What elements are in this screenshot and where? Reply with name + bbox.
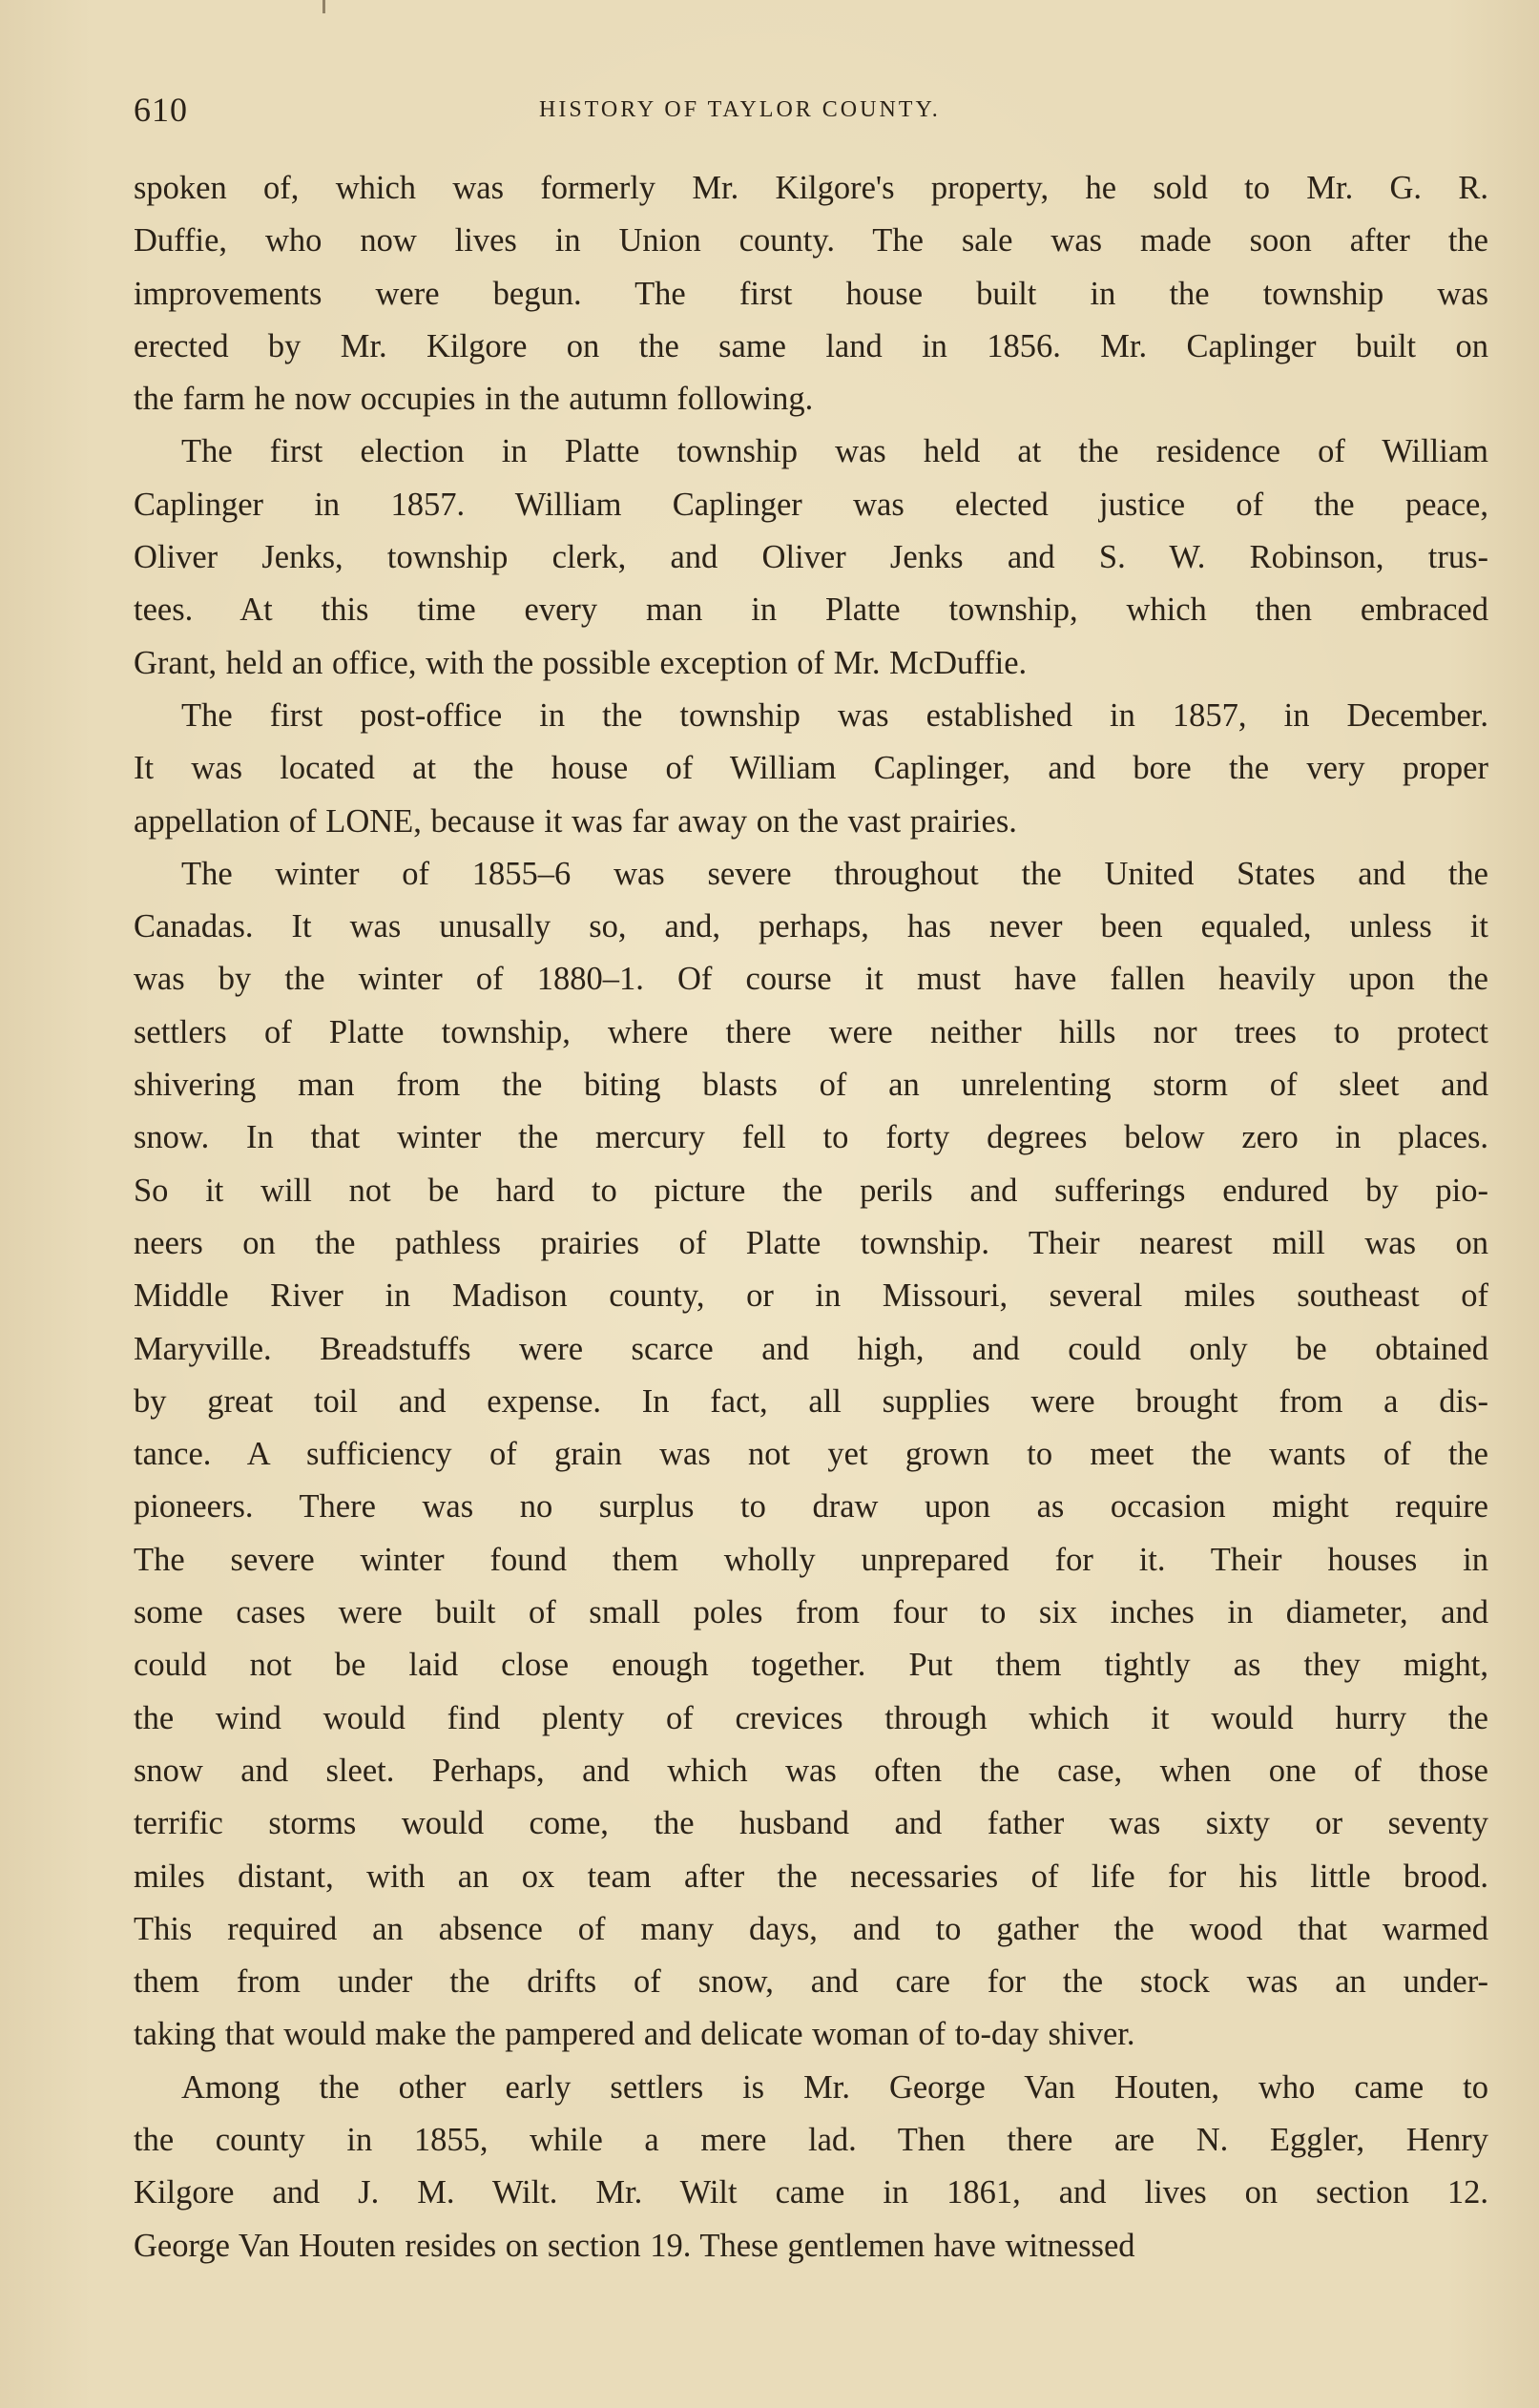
running-title: HISTORY OF TAYLOR COUNTY.	[539, 97, 941, 122]
text-line: The severe winter found them wholly unprepared for it. Their houses in	[134, 1541, 1488, 1578]
text-line: Oliver Jenks, township clerk, and Oliver Jenks and S. W. Robinson, trus-	[134, 539, 1488, 576]
body-text	[134, 162, 1488, 2273]
text-line: pioneers. There was no surplus to draw upon as occasion might require	[134, 1488, 1488, 1526]
text-line: some cases were built of small poles from four to six inches in diameter, and	[134, 1594, 1488, 1631]
text-line: improvements were begun. The first house built in the township was	[134, 275, 1488, 312]
text-line: the county in 1855, while a mere lad. Then there are N. Eggler, Henry	[134, 2121, 1488, 2158]
text-line: Duffie, who now lives in Union county. The sale was made soon after the	[134, 222, 1488, 259]
text-line: them from under the drifts of snow, and care for the stock was an under-	[134, 1963, 1488, 2001]
text-line: terrific storms would come, the husband and father was sixty or seventy	[134, 1805, 1488, 1842]
text-line: erected by Mr. Kilgore on the same land in 1856. Mr. Caplinger built on	[134, 327, 1488, 364]
text-line: Caplinger in 1857. William Caplinger was elected justice of the peace,	[134, 486, 1488, 523]
text-line: the farm he now occupies in the autumn following.	[134, 381, 814, 418]
paragraph	[134, 848, 1488, 2062]
text-line: snow. In that winter the mercury fell to forty degrees below zero in places.	[134, 1119, 1488, 1156]
running-head	[134, 91, 1469, 129]
text-line: could not be laid close enough together. Put them tightly as they might,	[134, 1647, 1488, 1684]
text-line: was by the winter of 1880–1. Of course it must have fallen heavily upon the	[134, 961, 1488, 998]
page-number: 610	[134, 91, 188, 129]
text-line: Grant, held an office, with the possible exception of Mr. McDuffie.	[134, 644, 1028, 681]
text-line: Among the other early settlers is Mr. George Van Houten, who came to	[181, 2068, 1488, 2106]
text-line: snow and sleet. Perhaps, and which was often the case, when one of those	[134, 1752, 1488, 1789]
text-line: the wind would find plenty of crevices through which it would hurry the	[134, 1699, 1488, 1736]
text-line: It was located at the house of William Caplinger, and bore the very proper	[134, 750, 1488, 787]
text-line: George Van Houten resides on section 19. These gentlemen have witnessed	[134, 2227, 1135, 2264]
text-line: The winter of 1855–6 was severe throughout the United States and the	[181, 855, 1488, 892]
text-line: by great toil and expense. In fact, all supplies were brought from a dis-	[134, 1382, 1488, 1420]
text-line: This required an absence of many days, and to gather the wood that warmed	[134, 1910, 1488, 1947]
text-line: neers on the pathless prairies of Platte township. Their nearest mill was on	[134, 1224, 1488, 1261]
text-line: settlers of Platte township, where there were neither hills nor trees to protect	[134, 1013, 1488, 1050]
paragraph	[134, 426, 1488, 689]
page-edge-mark	[322, 0, 325, 13]
text-line: spoken of, which was formerly Mr. Kilgore's property, he sold to Mr. G. R.	[134, 170, 1488, 206]
text-line: Canadas. It was unusally so, and, perhaps, has never been equaled, unless it	[134, 908, 1488, 945]
paragraph	[134, 2062, 1488, 2273]
text-line: tance. A sufficiency of grain was not yet grown to meet the wants of the	[134, 1436, 1488, 1473]
text-line: The first election in Platte township was held at the residence of William	[181, 433, 1488, 470]
text-line: taking that would make the pampered and delicate woman of to-day shiver.	[134, 2016, 1135, 2053]
text-line: appellation of LONE, because it was far away on the vast prairies.	[134, 802, 1017, 840]
text-line: Maryville. Breadstuffs were scarce and high, and could only be obtained	[134, 1330, 1488, 1367]
text-line: The first post-office in the township was established in 1857, in December.	[181, 696, 1488, 734]
text-line: miles distant, with an ox team after the necessaries of life for his little brood.	[134, 1858, 1488, 1895]
text-line: Kilgore and J. M. Wilt. Mr. Wilt came in 1861, and lives on section 12.	[134, 2174, 1488, 2211]
text-line: So it will not be hard to picture the perils and sufferings endured by pio-	[134, 1172, 1488, 1209]
text-line: Middle River in Madison county, or in Missouri, several miles southeast of	[134, 1277, 1488, 1315]
paragraph	[134, 162, 1488, 426]
text-line: shivering man from the biting blasts of an unrelenting storm of sleet and	[134, 1067, 1488, 1104]
text-line: tees. At this time every man in Platte township, which then embraced	[134, 592, 1488, 629]
paragraph	[134, 690, 1488, 848]
